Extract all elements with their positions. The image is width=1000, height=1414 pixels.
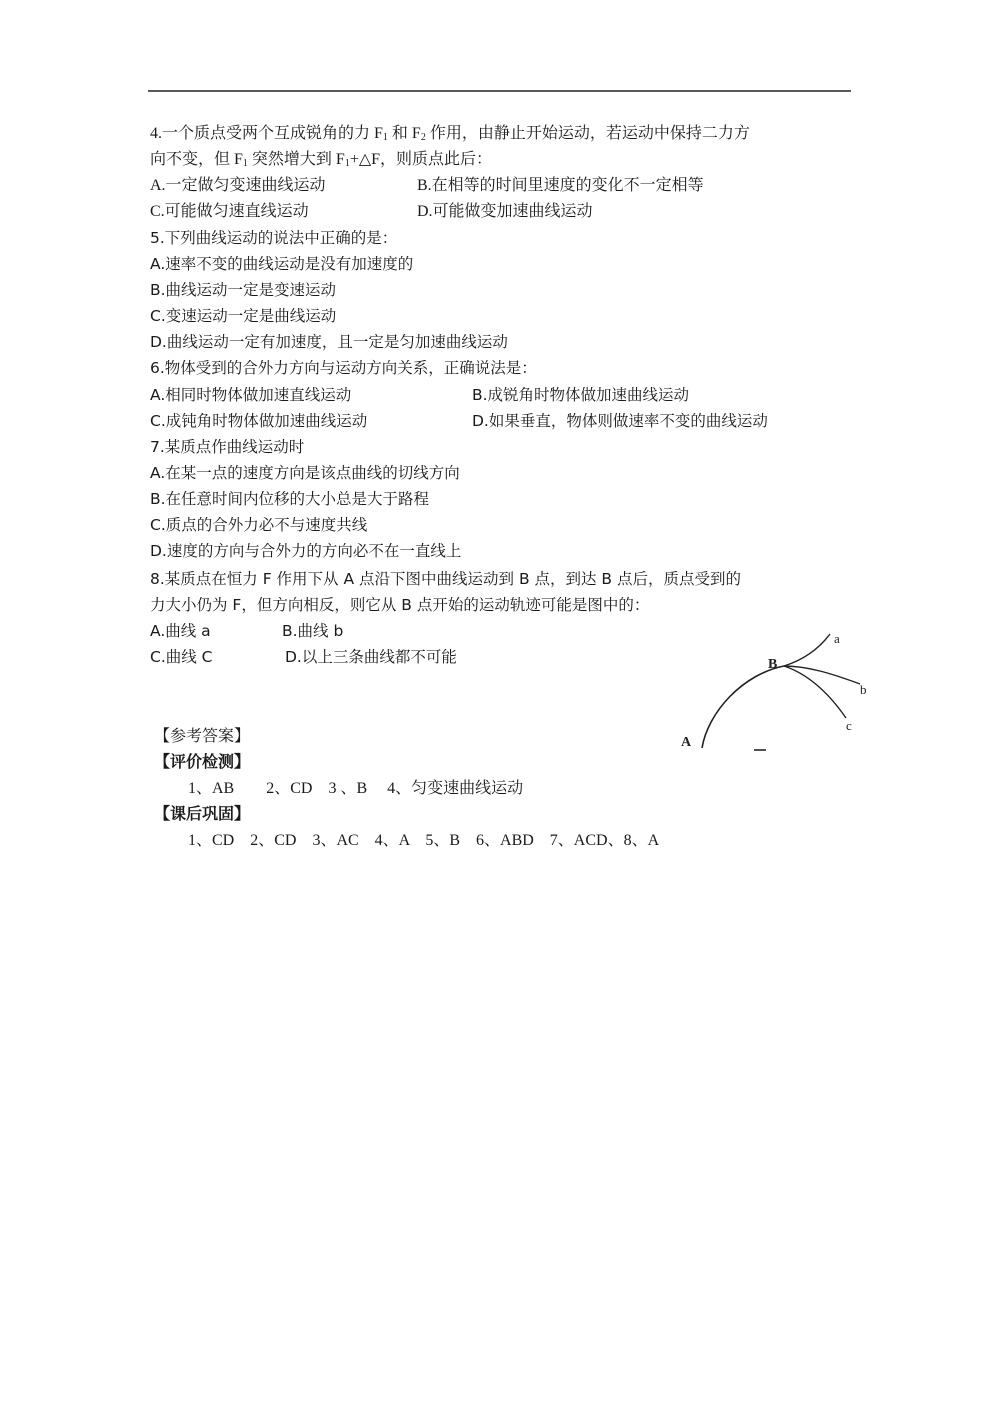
question-8-stem-line2: 力大小仍为 F，但方向相反，则它从 B 点开始的运动轨迹可能是图中的： (150, 596, 650, 614)
option-c: C.成钝角时物体做加速曲线运动 (150, 412, 368, 430)
option-a: A.相同时物体做加速直线运动 (150, 386, 352, 404)
question-5-stem: 5.下列曲线运动的说法中正确的是： (150, 229, 398, 247)
label-point-b: B (768, 657, 778, 672)
question-6-stem: 6.物体受到的合外力方向与运动方向关系，正确说法是： (150, 359, 537, 377)
label-curve-b: b (860, 682, 867, 697)
label-curve-a: a (834, 631, 840, 646)
option-b: B.在相等的时间里速度的变化不一定相等 (417, 177, 704, 194)
label-point-a: A (681, 735, 692, 750)
trajectory-figure (668, 622, 888, 762)
answer-key-title: 【参考答案】 (154, 728, 251, 745)
question-8-stem-line1: 8.某质点在恒力 F 作用下从 A 点沿下图中曲线运动到 B 点，到达 B 点后，质点受到的 (150, 570, 741, 588)
question-8-option-row1 (150, 618, 344, 644)
label-curve-c: c (846, 718, 852, 733)
option-d: D.曲线运动一定有加速度，且一定是匀加速曲线运动 (150, 333, 508, 351)
option-a: A.曲线 a (150, 622, 211, 640)
option-c: C.曲线 C (150, 648, 213, 666)
section-heading-consolidation: 【课后巩固】 (154, 806, 251, 823)
question-6-option-row1 (150, 382, 690, 408)
section-heading-evaluation: 【评价检测】 (154, 754, 251, 771)
option-c: C.质点的合外力必不与速度共线 (150, 516, 368, 534)
question-7-stem: 7.某质点作曲线运动时 (150, 438, 305, 456)
option-b: B.成锐角时物体做加速曲线运动 (472, 386, 690, 404)
trajectory-diagram (668, 622, 888, 762)
option-d: D.速度的方向与合外力的方向必不在一直线上 (150, 542, 462, 560)
option-a: A.在某一点的速度方向是该点曲线的切线方向 (150, 464, 460, 482)
option-a: A.一定做匀变速曲线运动 (150, 177, 326, 194)
option-d: D.可能做变加速曲线运动 (417, 203, 593, 220)
header-rule (148, 90, 851, 92)
option-d: D.以上三条曲线都不可能 (285, 648, 457, 666)
option-b: B.在任意时间内位移的大小总是大于路程 (150, 490, 430, 508)
option-b: B.曲线运动一定是变速运动 (150, 281, 337, 299)
option-d: D.如果垂直，物体则做速率不变的曲线运动 (472, 412, 768, 430)
curve-a-to-b (702, 666, 784, 748)
curve-a (784, 634, 830, 666)
option-b: B.曲线 b (282, 622, 344, 640)
question-4-option-row2 (150, 199, 593, 225)
question-4-stem-line1: 4.一个质点受两个互成锐角的力 $F_1$ 和 $F_2$ 作用，由静止开始运动，若运动中保持二力方 (150, 125, 750, 143)
option-a: A.速率不变的曲线运动是没有加速度的 (150, 255, 414, 273)
curve-b (784, 666, 860, 684)
question-4-option-row1 (150, 173, 704, 199)
question-4-stem-line2: 向不变，但 $F_1$ 突然增大到 $F_1+\triangle F$，则质点此后： (150, 151, 493, 169)
question-6-option-row2 (150, 408, 768, 434)
curve-c (784, 666, 846, 718)
option-c: C.变速运动一定是曲线运动 (150, 307, 337, 325)
question-8-option-row2 (150, 644, 457, 670)
section-consolidation-answers: 1、CD 2、CD 3、AC 4、A 5、B 6、ABD 7、ACD、8、A (188, 832, 660, 849)
option-c: C.可能做匀速直线运动 (150, 203, 309, 220)
section-evaluation-answers: 1、AB 2、CD 3 、B 4、匀变速曲线运动 (188, 780, 524, 797)
